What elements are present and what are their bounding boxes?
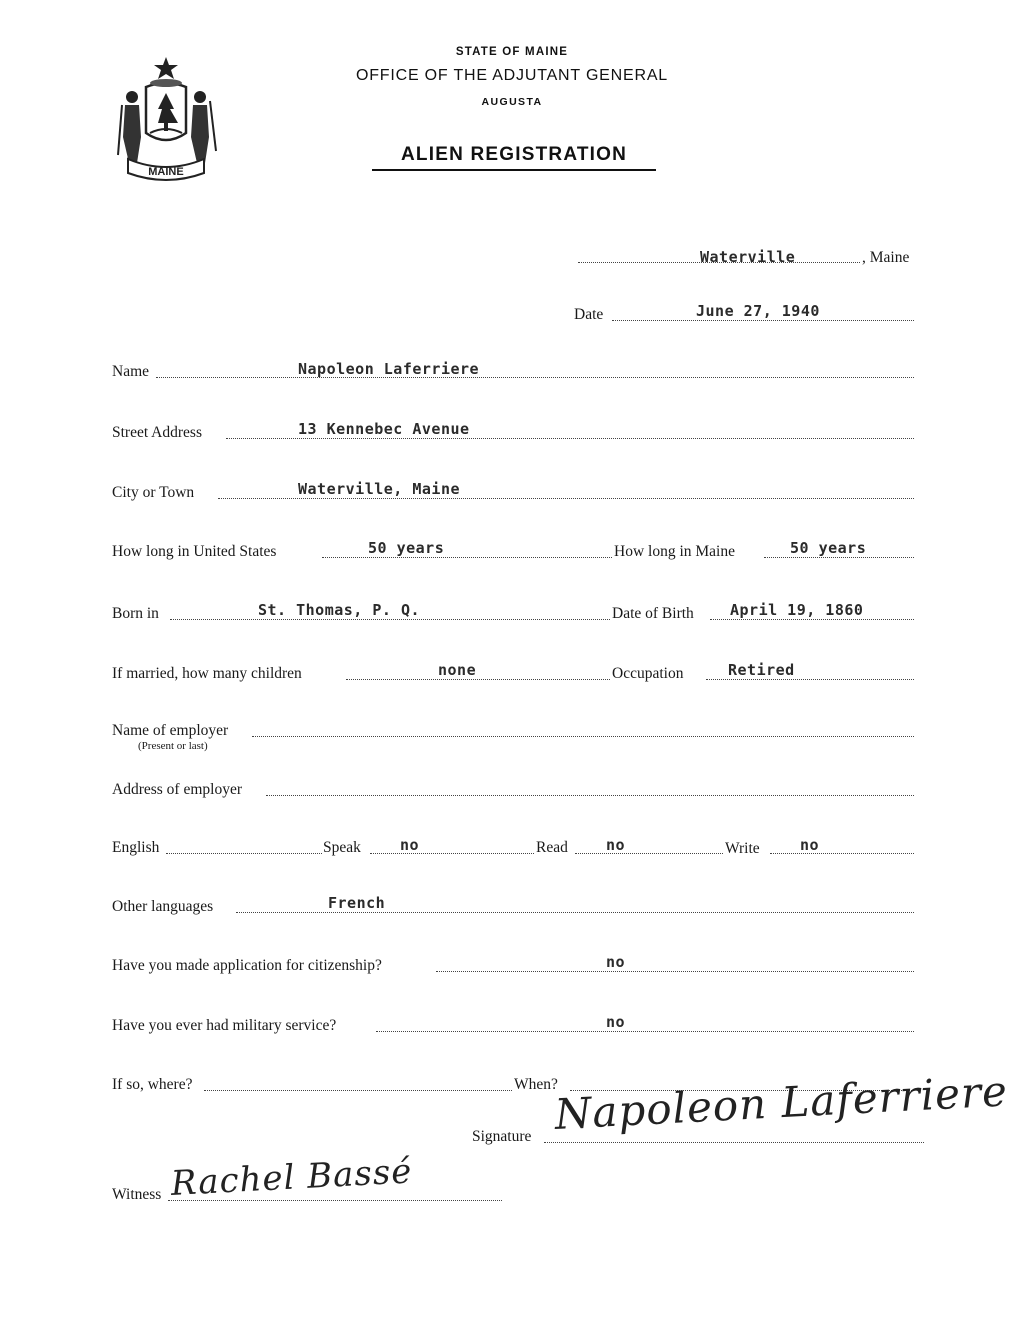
other-languages-line bbox=[236, 912, 914, 913]
location-state-label: , Maine bbox=[862, 249, 910, 266]
street-value: 13 Kennebec Avenue bbox=[298, 420, 470, 438]
citizenship-line bbox=[436, 971, 914, 972]
maine-years-label: How long in Maine bbox=[614, 543, 735, 560]
city-line bbox=[218, 498, 914, 499]
name-value: Napoleon Laferriere bbox=[298, 360, 480, 378]
children-line bbox=[346, 679, 610, 680]
employer-line bbox=[252, 736, 914, 737]
born-line bbox=[170, 619, 610, 620]
signature-line bbox=[544, 1142, 924, 1143]
dob-value: April 19, 1860 bbox=[730, 601, 864, 619]
witness-value: Rachel Bassé bbox=[169, 1151, 414, 1204]
date-value: June 27, 1940 bbox=[696, 302, 820, 320]
citizenship-label: Have you made application for citizenship? bbox=[112, 957, 382, 974]
write-value: no bbox=[800, 836, 820, 854]
location-value: Waterville bbox=[700, 248, 796, 266]
read-label: Read bbox=[536, 839, 568, 856]
born-label: Born in bbox=[112, 605, 159, 622]
occupation-label: Occupation bbox=[612, 665, 684, 682]
city-heading: AUGUSTA bbox=[481, 96, 543, 108]
us-years-label: How long in United States bbox=[112, 543, 277, 560]
write-line bbox=[770, 853, 914, 854]
date-line bbox=[612, 320, 914, 321]
city-value: Waterville, Maine bbox=[298, 480, 461, 498]
born-value: St. Thomas, P. Q. bbox=[258, 601, 421, 619]
employer-address-line bbox=[266, 795, 914, 796]
name-label: Name bbox=[112, 363, 150, 380]
employer-label: Name of employer bbox=[112, 722, 229, 739]
signature-value: Napoleon Laferriere bbox=[553, 1066, 1010, 1139]
street-label: Street Address bbox=[112, 424, 202, 441]
date-label: Date bbox=[574, 306, 604, 323]
when-label: When? bbox=[514, 1076, 558, 1093]
where-line bbox=[204, 1090, 512, 1091]
maine-years-value: 50 years bbox=[790, 539, 867, 557]
children-value: none bbox=[438, 661, 477, 679]
read-line bbox=[575, 853, 723, 854]
speak-value: no bbox=[400, 836, 420, 854]
speak-label: Speak bbox=[323, 839, 361, 856]
occupation-value: Retired bbox=[728, 661, 795, 679]
citizenship-value: no bbox=[606, 953, 626, 971]
english-label: English bbox=[112, 839, 160, 856]
military-line bbox=[376, 1031, 914, 1032]
dob-label: Date of Birth bbox=[612, 605, 694, 622]
signature-label: Signature bbox=[472, 1128, 532, 1145]
military-value: no bbox=[606, 1013, 626, 1031]
seal-banner-text: MAINE bbox=[148, 166, 184, 178]
office-heading: OFFICE OF THE ADJUTANT GENERAL bbox=[355, 67, 669, 84]
english-line bbox=[166, 853, 322, 854]
city-label: City or Town bbox=[112, 484, 195, 501]
state-heading: STATE OF MAINE bbox=[455, 46, 569, 58]
other-languages-value: French bbox=[328, 894, 386, 912]
form-title: ALIEN REGISTRATION bbox=[372, 144, 656, 171]
write-label: Write bbox=[725, 840, 760, 857]
employer-sublabel: (Present or last) bbox=[138, 740, 208, 752]
us-years-line bbox=[322, 557, 612, 558]
name-line bbox=[156, 377, 914, 378]
witness-label: Witness bbox=[112, 1186, 162, 1203]
employer-address-label: Address of employer bbox=[112, 781, 242, 798]
children-label: If married, how many children bbox=[112, 665, 302, 682]
maine-years-line bbox=[764, 557, 914, 558]
read-value: no bbox=[606, 836, 626, 854]
speak-line bbox=[370, 853, 534, 854]
dob-line bbox=[710, 619, 914, 620]
other-languages-label: Other languages bbox=[112, 898, 214, 915]
us-years-value: 50 years bbox=[368, 539, 445, 557]
where-label: If so, where? bbox=[112, 1076, 193, 1093]
street-line bbox=[226, 438, 914, 439]
military-label: Have you ever had military service? bbox=[112, 1017, 337, 1034]
occupation-line bbox=[706, 679, 914, 680]
